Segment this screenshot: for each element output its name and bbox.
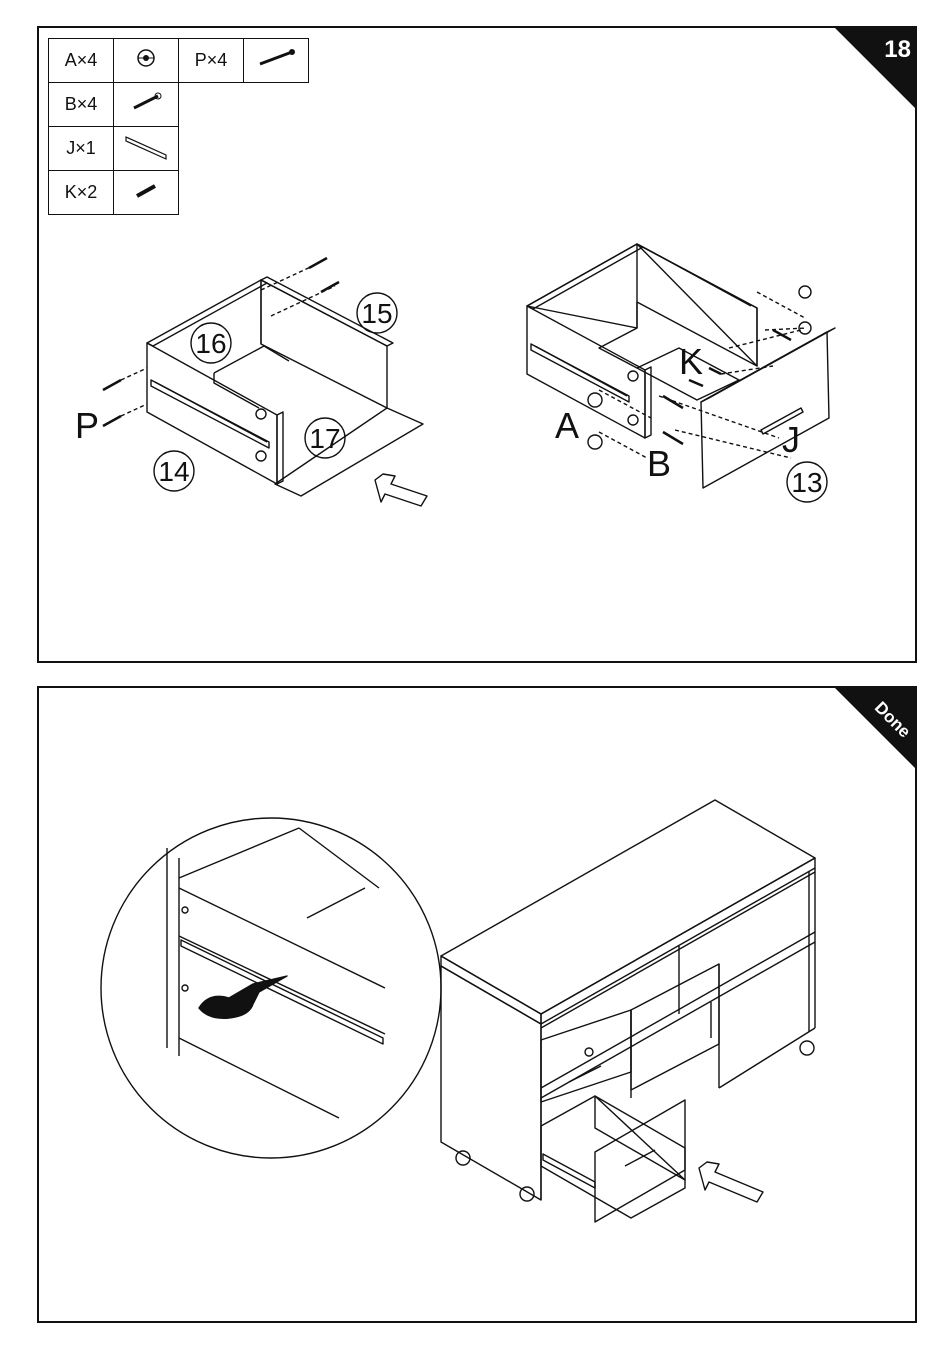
parts-table <box>48 38 309 215</box>
cabinet-left-side <box>441 966 541 1200</box>
step-panel <box>37 26 917 663</box>
short-screw-icon <box>114 171 179 215</box>
front-panel-13 <box>701 332 829 488</box>
panel-number-13: 13 <box>791 467 823 498</box>
step-corner-badge <box>835 28 915 108</box>
part-letter-j: J <box>782 419 800 460</box>
done-label: Done <box>870 697 914 742</box>
long-screw-icon <box>244 39 309 83</box>
part-label-p: P×4 <box>179 39 244 83</box>
step-number: 18 <box>884 36 911 63</box>
panel-number-15: 15 <box>361 298 393 329</box>
handle-icon <box>114 127 179 171</box>
done-panel <box>37 686 917 1323</box>
part-letter-k: K <box>678 341 704 382</box>
bottom-panel-17 <box>275 408 423 496</box>
pulled-drawer <box>541 1096 685 1218</box>
panel-number-17: 17 <box>309 423 341 454</box>
part-label-a: A×4 <box>49 39 114 83</box>
cam-bolt-icon <box>114 83 179 127</box>
cabinet-top <box>441 800 815 1014</box>
panel-number-16: 16 <box>195 328 227 359</box>
part-letter-p: P <box>74 405 100 446</box>
part-letter-a: A <box>554 405 580 446</box>
done-diagram <box>39 688 915 1321</box>
part-label-j: J×1 <box>49 127 114 171</box>
part-letter-b: B <box>646 443 672 484</box>
panel-number-14: 14 <box>158 456 190 487</box>
done-corner-badge <box>835 688 915 768</box>
cabinet-door <box>631 964 719 1090</box>
cam-lock-icon <box>114 39 179 83</box>
part-label-k: K×2 <box>49 171 114 215</box>
part-label-b: B×4 <box>49 83 114 127</box>
zoom-circle <box>101 818 441 1158</box>
